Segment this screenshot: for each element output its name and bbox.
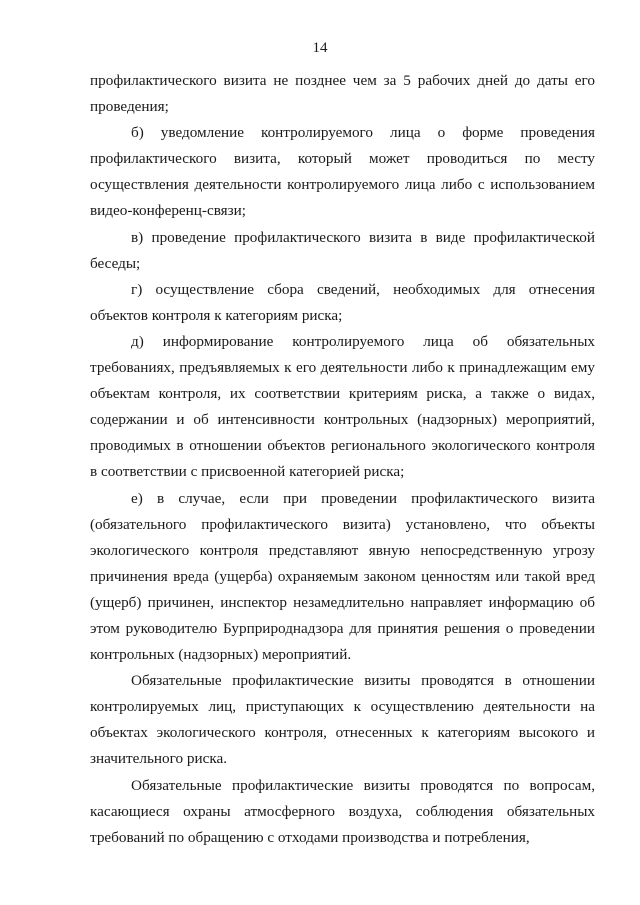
paragraph-item-d: д) информирование контролируемого лица об обязательных требованиях, предъявляемых к его деятельности либо к принадлежащим ему объектам контроля, их соответствии критериям риска, а также о видах, содержании и об интенсивности контрольных (надзорных) мероприятий, проводимых в отношении объектов регионального экологического контроля в соответствии с присвоенной категорией риска; bbox=[90, 332, 595, 481]
paragraph-mandatory-visits-topics: Обязательные профилактические визиты проводятся по вопросам, касающиеся охраны атмосферного воздуха, соблюдения обязательных требований по обращению с отходами производства и потребления, bbox=[90, 776, 595, 846]
paragraph-continuation: профилактического визита не позднее чем за 5 рабочих дней до даты его проведения; bbox=[90, 72, 595, 116]
document-body bbox=[90, 68, 595, 851]
paragraph-item-b: б) уведомление контролируемого лица о форме проведения профилактического визита, который может проводиться по месту осуществления деятельности контролируемого лица либо с использованием видео-конференц-связи; bbox=[90, 124, 595, 220]
paragraph-item-e: е) в случае, если при проведении профилактического визита (обязательного профилактического визита) установлено, что объекты экологического контроля представляют явную непосредственную угрозу причинения вреда (ущерба) охраняемым законом ценностям или такой вред (ущерб) причинен, инспектор незамедлительно направляет информацию об этом руководителю Бурприроднадзора для принятия решения о проведении контрольных (надзорных) мероприятий. bbox=[90, 489, 595, 664]
paragraph-mandatory-visits-subjects: Обязательные профилактические визиты проводятся в отношении контролируемых лиц, приступающих к осуществлению деятельности на объектах экологического контроля, отнесенных к категориям высокого и значительного риска. bbox=[90, 672, 595, 768]
paragraph-item-g: г) осуществление сбора сведений, необходимых для отнесения объектов контроля к категориям риска; bbox=[90, 280, 595, 324]
page-number: 14 bbox=[312, 40, 328, 56]
paragraph-item-v: в) проведение профилактического визита в виде профилактической беседы; bbox=[90, 228, 595, 272]
